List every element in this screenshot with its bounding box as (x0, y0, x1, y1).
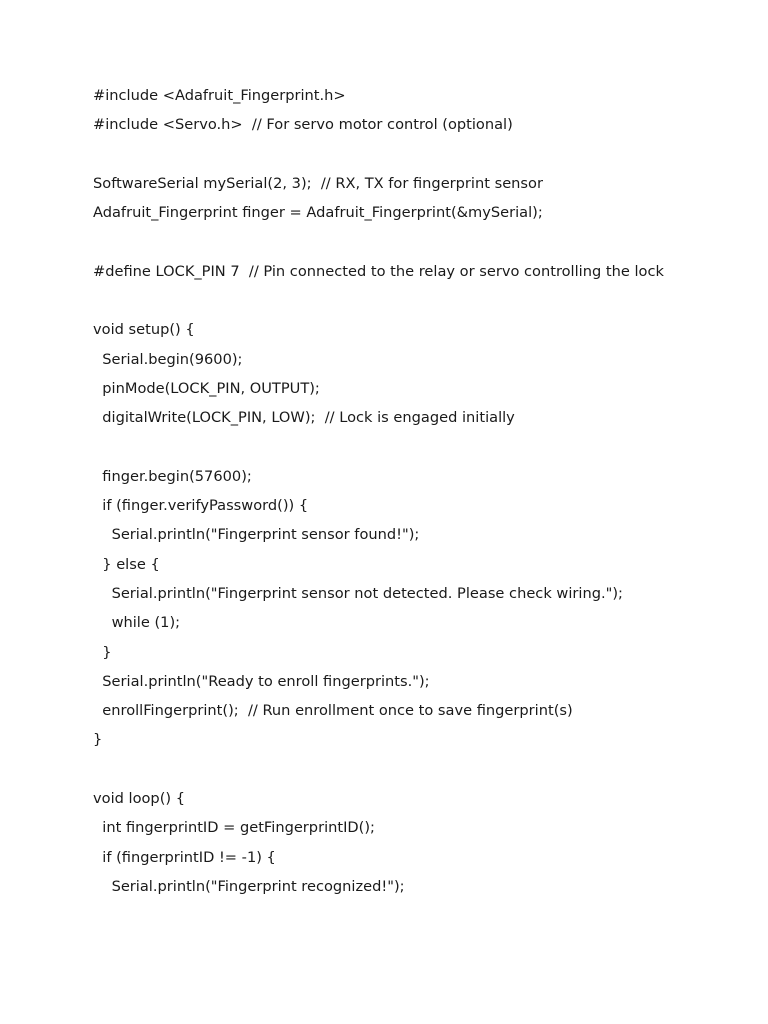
code-line: while (1); (93, 614, 181, 632)
code-line: #include <Servo.h> // For servo motor control (optional) (93, 116, 513, 134)
code-line: SoftwareSerial mySerial(2, 3); // RX, TX for fingerprint sensor (93, 174, 543, 192)
code-line: if (finger.verifyPassword()) { (93, 497, 309, 515)
code-line: enrollFingerprint(); // Run enrollment once to save fingerprint(s) (93, 702, 573, 720)
code-line: } else { (93, 555, 160, 573)
code-line: Serial.println("Ready to enroll fingerprints."); (93, 672, 430, 690)
code-line: Serial.println("Fingerprint sensor found!"); (93, 526, 420, 544)
blank-line (93, 145, 683, 164)
code-line: void setup() { (93, 321, 195, 339)
blank-line (93, 291, 683, 310)
code-line: Adafruit_Fingerprint finger = Adafruit_Fingerprint(&mySerial); (93, 204, 543, 222)
code-line: pinMode(LOCK_PIN, OUTPUT); (93, 379, 320, 397)
code-line: int fingerprintID = getFingerprintID(); (93, 819, 375, 837)
code-line: #define LOCK_PIN 7 // Pin connected to the relay or servo controlling the lock (93, 262, 664, 280)
blank-line (93, 438, 683, 457)
blank-line (93, 760, 683, 779)
code-line: digitalWrite(LOCK_PIN, LOW); // Lock is engaged initially (93, 409, 515, 427)
code-line: if (fingerprintID != -1) { (93, 848, 276, 866)
code-text-body (93, 86, 683, 906)
code-line: Serial.begin(9600); (93, 350, 243, 368)
code-line: Serial.println("Fingerprint recognized!"); (93, 877, 405, 895)
code-line: void loop() { (93, 790, 186, 808)
code-line: Serial.println("Fingerprint sensor not detected. Please check wiring."); (93, 584, 623, 602)
code-line: finger.begin(57600); (93, 467, 252, 485)
code-line: } (93, 643, 112, 661)
code-line: } (93, 731, 103, 749)
code-line: #include <Adafruit_Fingerprint.h> (93, 87, 346, 104)
blank-line (93, 232, 683, 251)
